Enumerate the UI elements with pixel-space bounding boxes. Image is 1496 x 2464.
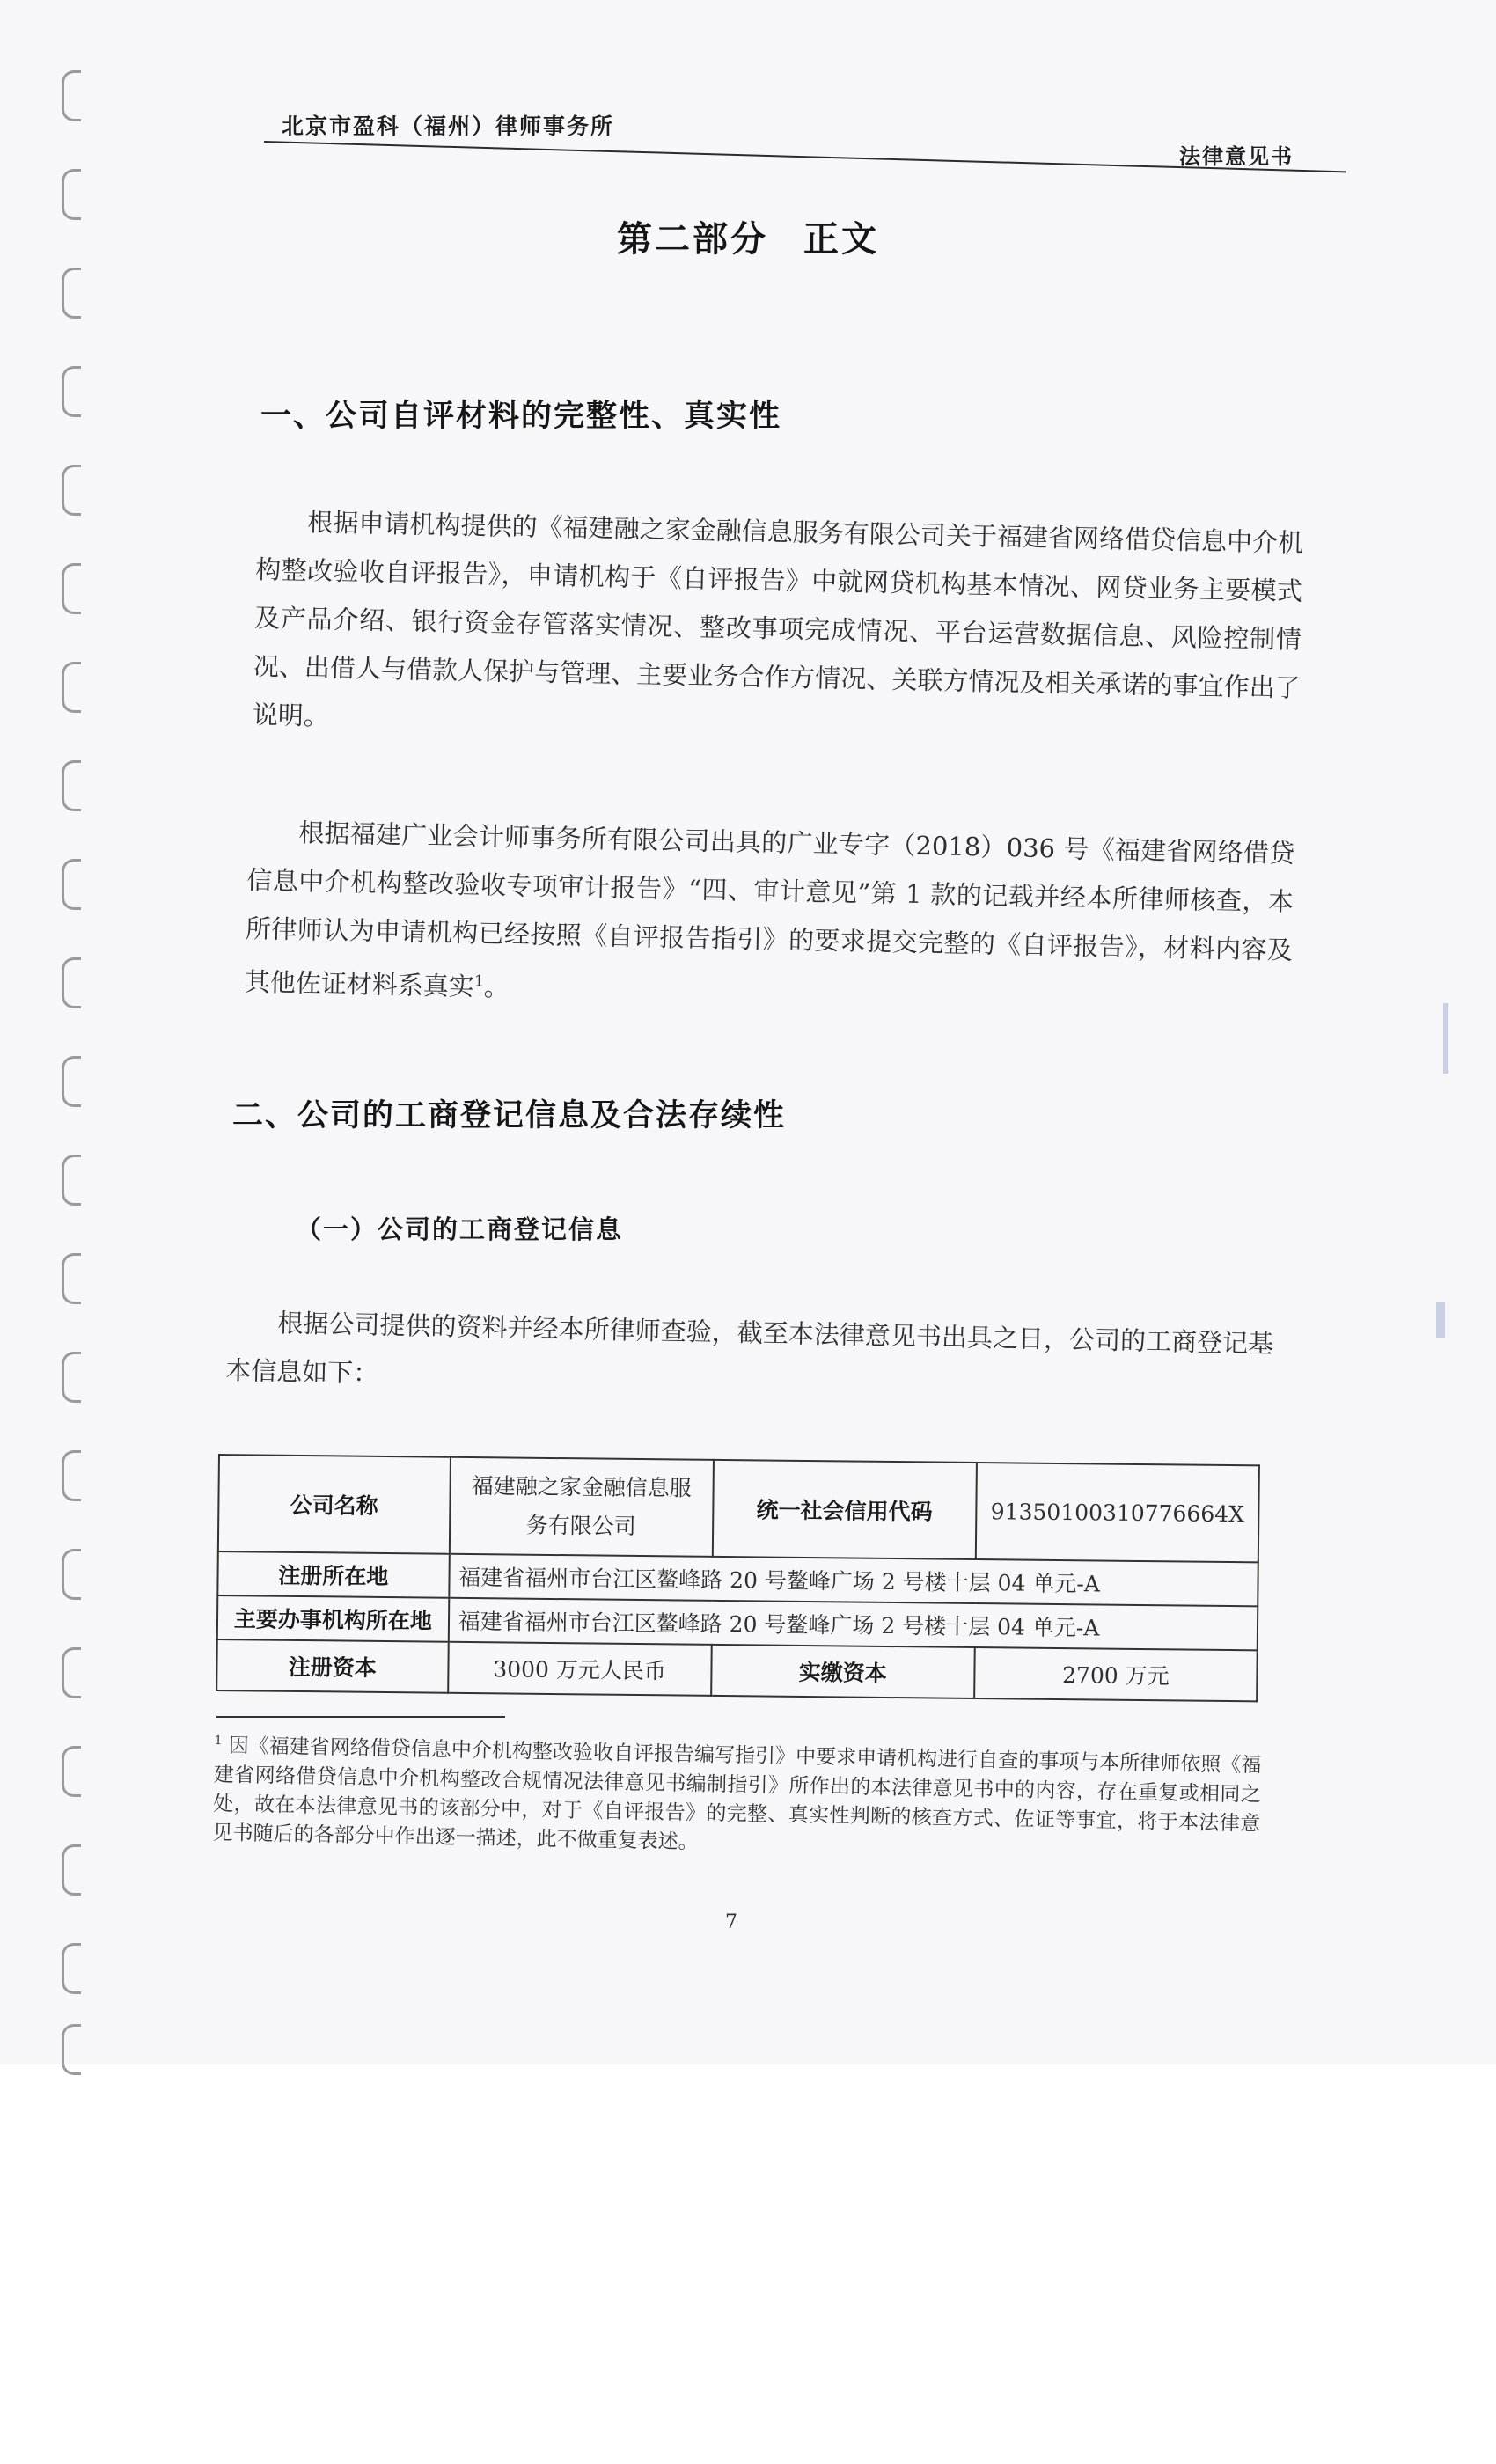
paragraph2-text: 根据福建广业会计师事务所有限公司出具的广业专字（2018）036 号《福建省网络借贷信息中介机构整改验收专项审计报告》“四、审计意见”第 1 款的记载并经本所律师核查，本所律师认为申请机构已经按照《自评报告指引》的要求提交完整的《自评报告》，材料内容及其他佐证材料系真实 <box>244 818 1295 1002</box>
page-number: 7 <box>725 1911 737 1933</box>
binding-hole <box>62 70 81 121</box>
part-number: 第二部分 <box>617 219 768 260</box>
paragraph2-end: 。 <box>483 972 510 1002</box>
value-credit-code: 91350100310776664X <box>976 1463 1259 1562</box>
binding-hole <box>62 563 81 614</box>
binding-hole <box>62 465 81 516</box>
binding-hole <box>62 662 81 713</box>
binding-hole <box>62 1352 81 1403</box>
footnote-separator <box>216 1716 505 1718</box>
binding-hole <box>62 760 81 811</box>
value-paid-capital: 2700 万元 <box>974 1647 1258 1701</box>
scan-edge-mark <box>1443 1003 1448 1074</box>
section1-heading: 一、公司自评材料的完整性、真实性 <box>260 399 782 434</box>
section1-paragraph1: 根据申请机构提供的《福建融之家金融信息服务有限公司关于福建省网络借贷信息中介机构整改验收自评报告》，申请机构于《自评报告》中就网贷机构基本情况、网贷业务主要模式及产品介绍、银行资金存管落实情况、整改事项完成情况、平台运营数据信息、风险控制情况、出借人与借款人保护与管理、主要业务合作方情况、关联方情况及相关承诺的事宜作出了说明。 <box>252 507 1304 731</box>
binding-hole <box>62 1155 81 1206</box>
firm-name: 北京市盈科（福州）律师事务所 <box>282 114 615 139</box>
binding-holes <box>56 70 92 2050</box>
table-row <box>218 1455 1259 1562</box>
binding-hole <box>62 1844 81 1896</box>
binding-hole <box>62 1253 81 1304</box>
label-paid-capital: 实缴资本 <box>711 1645 975 1698</box>
value-company-name: 福建融之家金融信息服务有限公司 <box>449 1457 713 1557</box>
binding-hole <box>62 1056 81 1107</box>
binding-hole <box>62 2024 81 2075</box>
footnote <box>212 1727 1261 1867</box>
footnote-text: 因《福建省网络借贷信息中介机构整改验收自评报告编写指引》中要求申请机构进行自查的事项与本所律师依照《福建省网络借贷信息中介机构整改合规情况法律意见书编制指引》所作出的本法律意见书中的内容，存在重复或相同之处，故在本法律意见书的该部分中，对于《自评报告》的完整、真实性判断的核查方式、佐证等事宜，将于本法律意见书随后的各部分中作出逐一描述，此不做重复表述。 <box>212 1734 1262 1854</box>
value-registered-address: 福建省福州市台江区鳌峰路 20 号鳌峰广场 2 号楼十层 04 单元-A <box>449 1554 1258 1607</box>
section1-paragraph2 <box>244 808 1294 1029</box>
label-credit-code: 统一社会信用代码 <box>712 1460 977 1559</box>
section2-subheading: （一）公司的工商登记信息 <box>296 1214 624 1244</box>
footnote-number: 1 <box>214 1733 223 1749</box>
section2-paragraph: 根据公司提供的资料并经本所律师查验，截至本法律意见书出具之日，公司的工商登记基本信息如下： <box>224 1308 1274 1389</box>
footnote-ref: 1 <box>473 972 485 991</box>
registration-info-table <box>216 1454 1260 1702</box>
part-name: 正文 <box>803 219 879 260</box>
section2-heading: 二、公司的工商登记信息及合法存续性 <box>232 1098 787 1133</box>
part-title <box>0 211 1496 261</box>
scan-edge-mark <box>1436 1302 1445 1338</box>
binding-hole <box>62 268 81 319</box>
binding-hole <box>62 957 81 1008</box>
page-header <box>264 104 1346 183</box>
binding-hole <box>62 1549 81 1600</box>
binding-hole <box>62 1450 81 1501</box>
label-office-address: 主要办事机构所在地 <box>217 1595 449 1642</box>
binding-hole <box>62 1647 81 1698</box>
label-registered-address: 注册所在地 <box>217 1551 449 1598</box>
binding-hole <box>62 1746 81 1797</box>
document-type: 法律意见书 <box>1179 144 1294 169</box>
table-row <box>216 1639 1258 1701</box>
label-registered-capital: 注册资本 <box>216 1639 448 1693</box>
value-office-address: 福建省福州市台江区鳌峰路 20 号鳌峰广场 2 号楼十层 04 单元-A <box>448 1598 1258 1651</box>
binding-hole <box>62 366 81 417</box>
label-company-name: 公司名称 <box>218 1455 451 1554</box>
value-registered-capital: 3000 万元人民币 <box>448 1642 711 1696</box>
binding-hole <box>62 859 81 910</box>
binding-hole <box>62 1943 81 1994</box>
